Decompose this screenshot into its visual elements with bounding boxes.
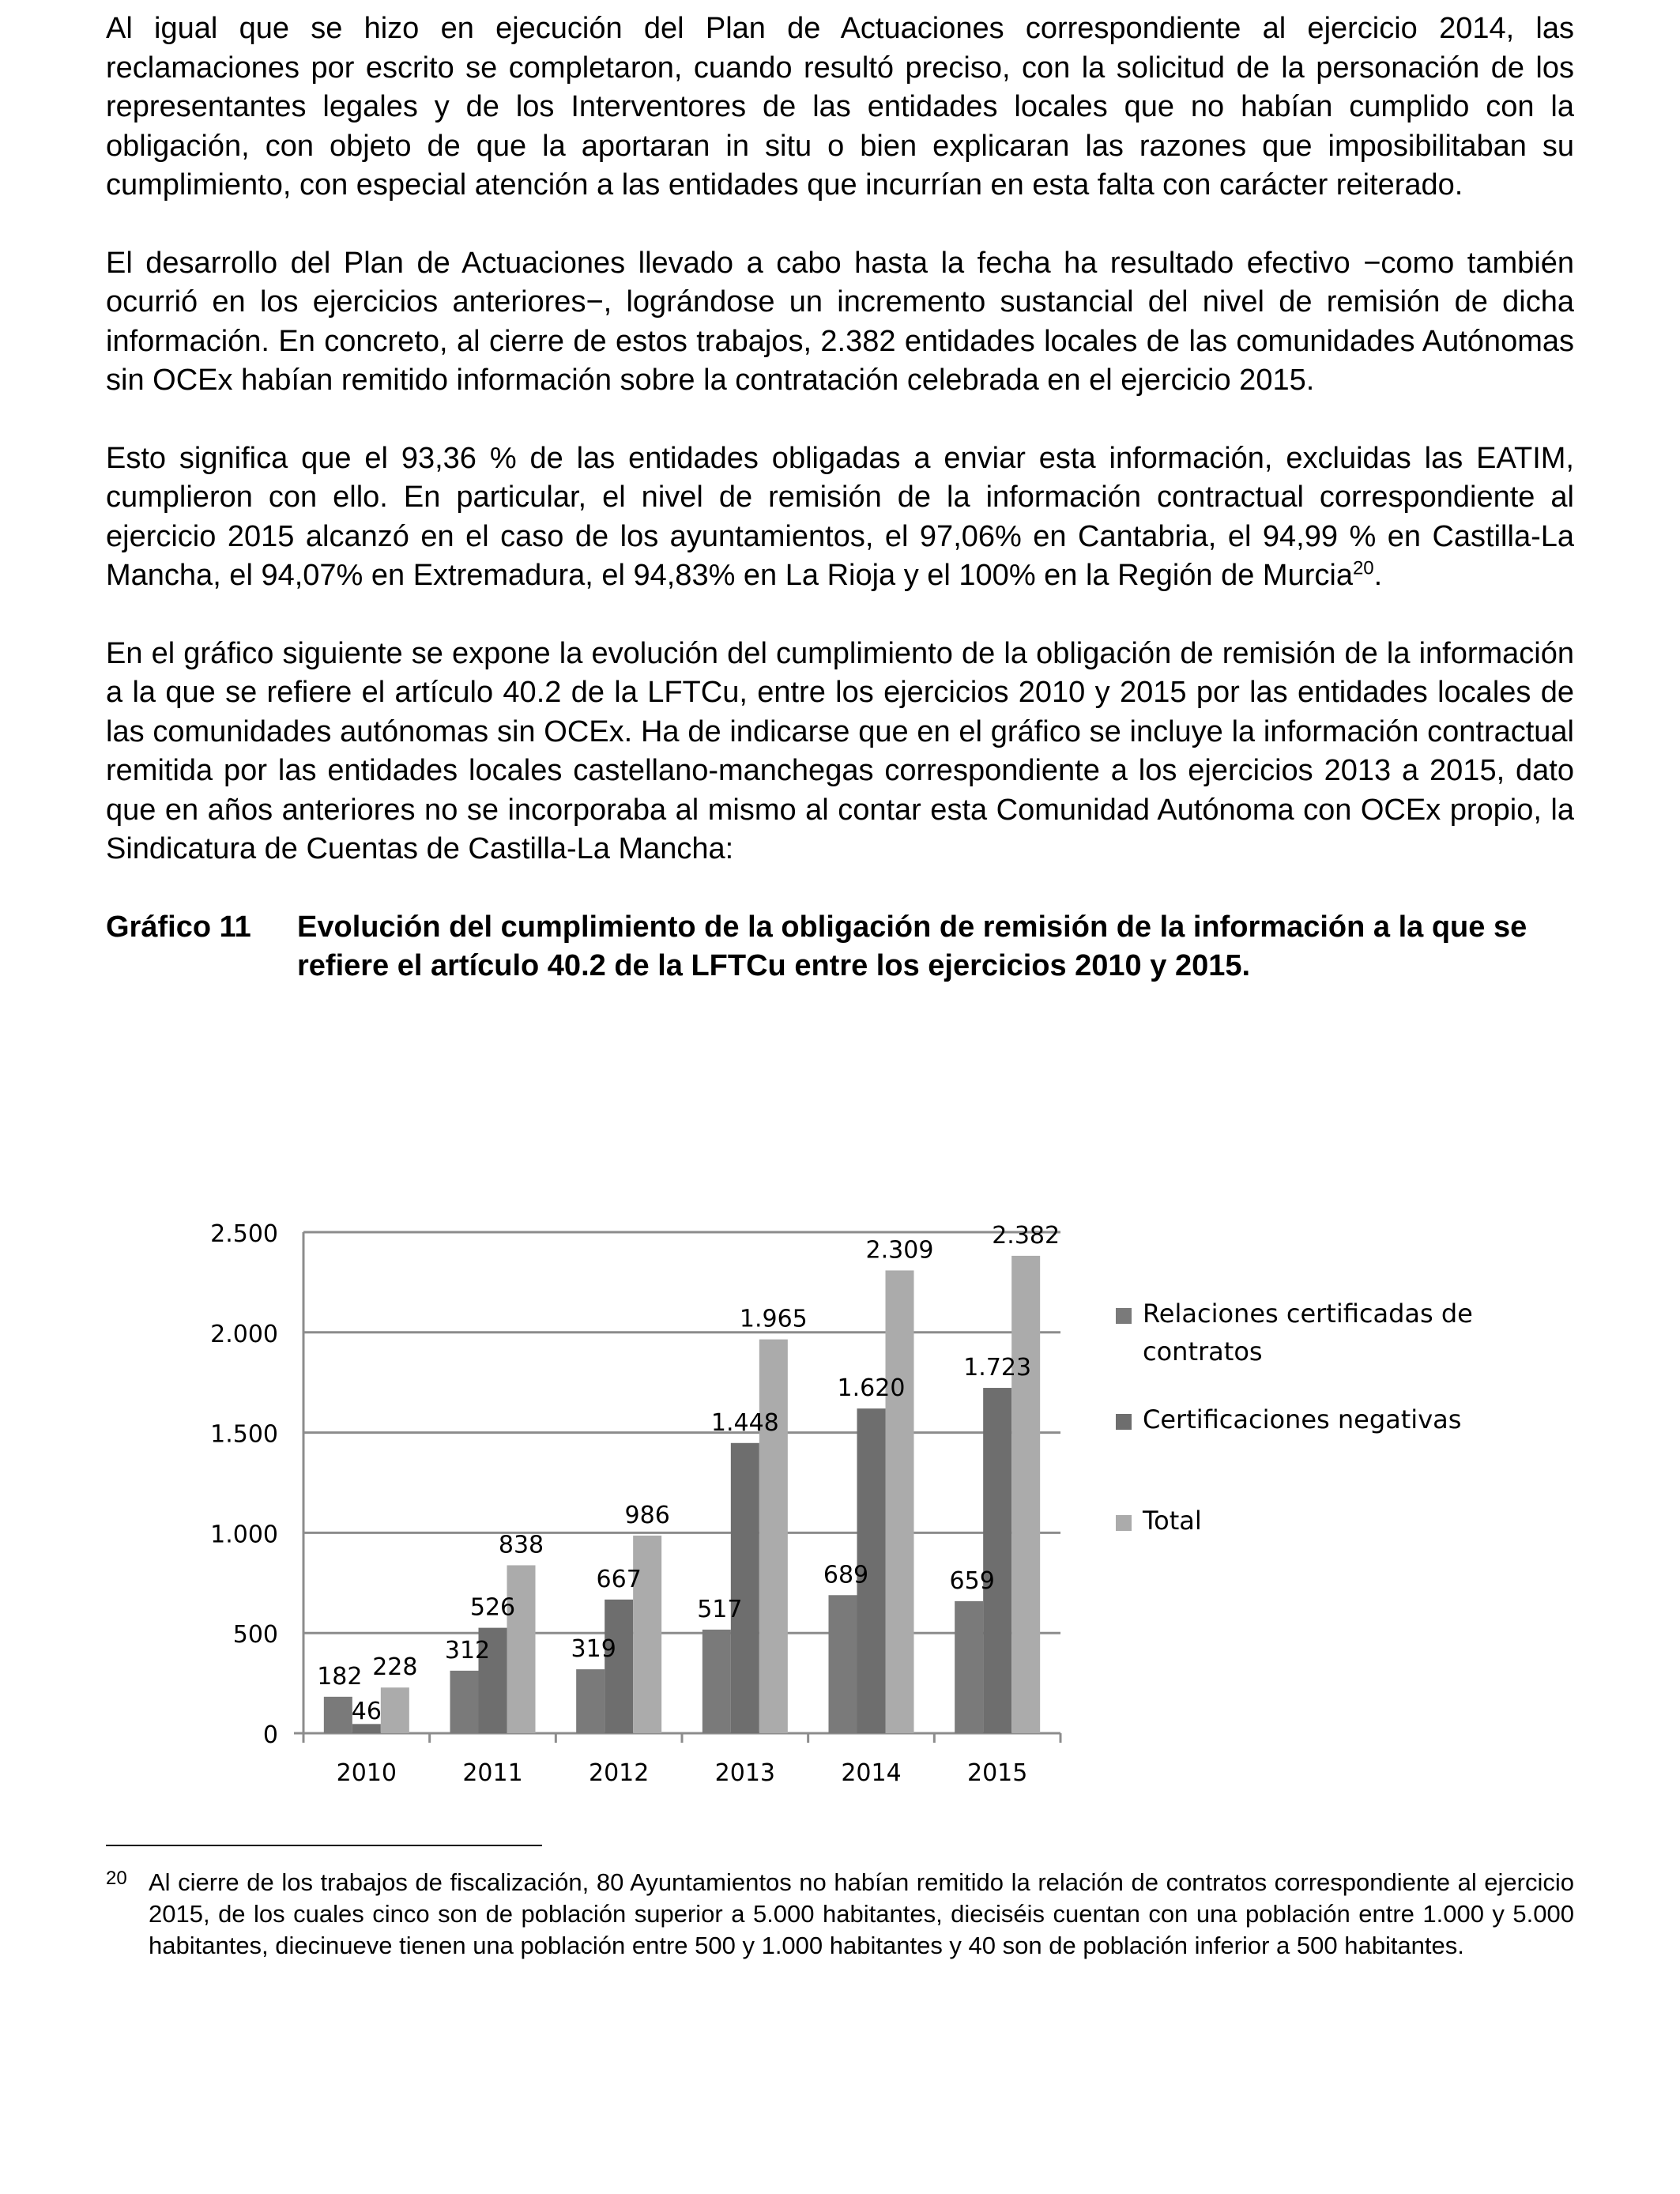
data-label: 517 xyxy=(697,1595,743,1623)
y-tick-label: 2.500 xyxy=(210,1220,278,1248)
y-tick-label: 1.000 xyxy=(210,1521,278,1549)
x-tick-label: 2010 xyxy=(336,1759,397,1787)
bar xyxy=(324,1697,352,1733)
legend-label: Certificaciones negativas xyxy=(1143,1404,1462,1434)
x-tick-label: 2014 xyxy=(841,1759,902,1787)
bar xyxy=(829,1595,857,1733)
footnote-reference[interactable]: 20 xyxy=(1352,557,1374,579)
chart-container xyxy=(158,1197,1517,1798)
data-label: 526 xyxy=(469,1593,516,1622)
bar xyxy=(983,1388,1011,1733)
legend-label: Total xyxy=(1143,1506,1202,1536)
paragraph-3: Esto significa que el 93,36 % de las entidades obligadas a enviar esta información, excluidas las EATIM, cumplieron con ello. En particular, el nivel de remisión de la información contractual correspondiente al ejercicio 2015 alcanzó en el caso de los ayuntamientos, el 97,06% en Cantabria, el 94,99 % en Castilla-La Mancha, el 94,07% en Extremadura, el 94,83% en La Rioja y el 100% en la Región de Murcia$^{20}$. xyxy=(106,441,1574,592)
data-label: 689 xyxy=(823,1561,869,1589)
footnote xyxy=(106,1867,1574,1962)
data-label: 667 xyxy=(596,1565,642,1593)
bar xyxy=(576,1669,605,1733)
data-label: 1.723 xyxy=(963,1354,1032,1382)
footnote-text: Al cierre de los trabajos de fiscalización, 80 Ayuntamientos no habían remitido la relación de contratos correspondiente al ejercicio 2015, de los cuales cinco son de población superior a 5.000 habitantes, dieciséis cuentan con una población entre 1.000 y 5.000 habitantes, diecinueve tienen una población entre 500 y 1.000 habitantes y 40 son de población inferior a 500 habitantes. xyxy=(149,1868,1574,1959)
footnote-divider xyxy=(106,1845,542,1846)
paragraph-1: Al igual que se hizo en ejecución del Plan de Actuaciones correspondiente al ejercicio 2014, las reclamaciones por escrito se completaron, cuando resultó preciso, con la solicitud de la personación de los representantes legales y de los Interventores de las entidades locales que no habían cumplido con la obligación, con objeto de que la aportaran in situ o bien explicaran las razones que imposibilitaban su cumplimiento, con especial atención a las entidades que incurrían en esta falta con carácter reiterado. xyxy=(106,12,1574,202)
data-label: 659 xyxy=(949,1566,995,1595)
bar-chart xyxy=(158,1197,1517,1798)
data-label: 838 xyxy=(498,1531,544,1559)
data-label: 312 xyxy=(444,1636,491,1664)
y-tick-label: 2.000 xyxy=(210,1320,278,1348)
bar xyxy=(886,1270,914,1733)
data-label: 319 xyxy=(571,1635,616,1664)
data-label: 1.965 xyxy=(739,1305,808,1333)
x-tick-label: 2013 xyxy=(714,1759,776,1787)
legend-swatch xyxy=(1116,1414,1132,1430)
data-label: 228 xyxy=(372,1653,418,1682)
data-label: 986 xyxy=(624,1501,670,1529)
bar xyxy=(450,1671,479,1733)
footnote-number: 20 xyxy=(106,1868,127,1889)
bar xyxy=(731,1443,759,1733)
data-label: 46 xyxy=(351,1697,382,1725)
page-body xyxy=(106,9,1574,986)
bar xyxy=(605,1600,633,1733)
bar xyxy=(759,1340,788,1733)
data-label: 182 xyxy=(317,1662,363,1691)
data-label: 2.382 xyxy=(992,1221,1060,1250)
x-tick-label: 2015 xyxy=(966,1759,1028,1787)
bar xyxy=(1011,1256,1040,1733)
data-label: 1.620 xyxy=(837,1374,906,1403)
y-tick-label: 500 xyxy=(232,1621,278,1649)
figure-number: Gráfico 11 xyxy=(106,910,251,944)
legend-swatch xyxy=(1116,1308,1132,1324)
bar xyxy=(507,1565,536,1733)
x-tick-label: 2011 xyxy=(462,1759,523,1787)
bar xyxy=(352,1724,381,1733)
bar xyxy=(955,1601,983,1733)
paragraph-4: En el gráfico siguiente se expone la evolución del cumplimiento de la obligación de remisión de la información a la que se refiere el artículo 40.2 de la LFTCu, entre los ejercicios 2010 y 2015 por las entidades locales de las comunidades autónomas sin OCEx. Ha de indicarse que en el gráfico se incluye la información contractual remitida por las entidades locales castellano-manchegas correspondiente a los ejercicios 2013 a 2015, dato que en años anteriores no se incorporaba al mismo al contar esta Comunidad Autónoma con OCEx propio, la Sindicatura de Cuentas de Castilla-La Mancha: xyxy=(106,636,1574,865)
x-tick-label: 2012 xyxy=(588,1759,650,1787)
paragraph-3-text: Esto significa que el 93,36 % de las entidades obligadas a enviar esta información, excluidas las EATIM, cumplieron con ello. En particular, el nivel de remisión de la información contractual correspondiente al ejercicio 2015 alcanzó en el caso de los ayuntamientos, el 97,06% en Cantabria, el 94,99 % en Castilla-La Mancha, el 94,07% en Extremadura, el 94,83% en La Rioja y el 100% en la Región de Murcia xyxy=(106,441,1574,592)
data-label: 2.309 xyxy=(865,1236,934,1265)
bar xyxy=(703,1630,731,1733)
y-tick-label: 0 xyxy=(262,1721,278,1749)
data-label: 1.448 xyxy=(710,1408,779,1437)
legend-swatch xyxy=(1116,1515,1132,1531)
bar xyxy=(381,1687,409,1733)
legend-label: Relaciones certificadas de contratos xyxy=(1143,1299,1473,1367)
y-tick-label: 1.500 xyxy=(210,1420,278,1449)
paragraph-2: El desarrollo del Plan de Actuaciones llevado a cabo hasta la fecha ha resultado efectivo −como también ocurrió en los ejercicios anteriores−, lográndose un incremento sustancial del nivel de remisión de dicha información. En concreto, al cierre de estos trabajos, 2.382 entidades locales de las comunidades Autónomas sin OCEx habían remitido información sobre la contratación celebrada en el ejercicio 2015. xyxy=(106,246,1574,397)
figure-caption xyxy=(106,908,1574,986)
figure-title: Evolución del cumplimiento de la obligación de remisión de la información a la que se refiere el artículo 40.2 de la LFTCu entre los ejercicios 2010 y 2015. xyxy=(297,910,1527,982)
